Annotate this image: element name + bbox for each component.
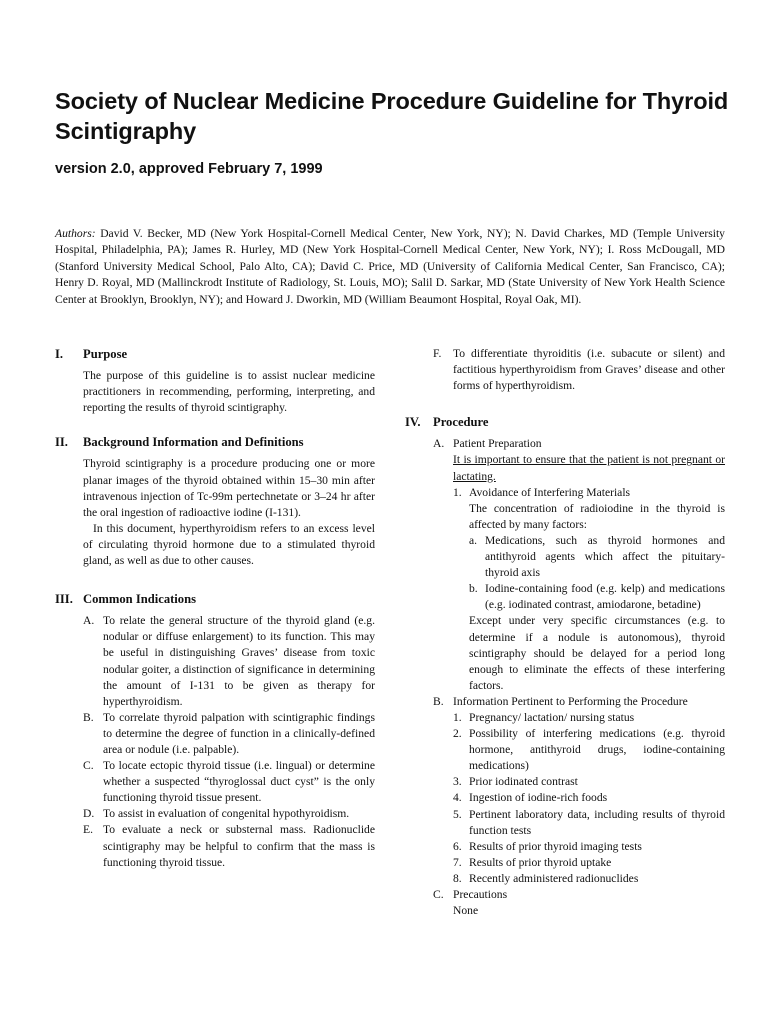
- item-label: 2.: [453, 727, 462, 741]
- item-label: 4.: [453, 791, 462, 805]
- item-label: 6.: [453, 839, 462, 853]
- section-number: I.: [55, 347, 64, 361]
- item-text: Ingestion of iodine-rich foods: [469, 791, 608, 805]
- item-label: 1.: [453, 485, 462, 499]
- a1-paragraph: The concentration of radioiodine in the thyroid is affected by many factors:: [469, 501, 725, 531]
- section-title: Common Indications: [83, 592, 197, 607]
- purpose-paragraph: The purpose of this guideline is to assist nuclear medicine practitioners in recommending, performing, interpreting, and reporting the results of thyroid scintigraphy.: [83, 369, 375, 415]
- indication-item: [83, 758, 375, 806]
- item-text: To evaluate a neck or substernal mass. Radionuclide scintigraphy may be helpful to confirm that the mass is functioning thyroid tissue.: [103, 823, 375, 869]
- info-list-item: [453, 807, 725, 839]
- item-text: To differentiate thyroiditis (i.e. subacute or silent) and factitious hyperthyroidism from Graves’ disease and other forms of hyperthyroidism.: [453, 347, 725, 393]
- indication-item: [83, 806, 375, 822]
- item-text: Recently administered radionuclides: [469, 871, 639, 885]
- sub-list-item: [469, 533, 725, 581]
- section-purpose: [55, 346, 375, 416]
- item-text: Pertinent laboratory data, including results of thyroid function tests: [469, 807, 725, 837]
- background-paragraph-1: Thyroid scintigraphy is a procedure producing one or more planar images of the thyroid obtained within 15–30 min after intravenous injection of Tc-99m pertechnetate or 3–24 hr after the oral ingestion of radioactive iodine (I-131).: [83, 457, 375, 519]
- indication-item: [83, 710, 375, 758]
- item-text: Prior iodinated contrast: [469, 775, 578, 789]
- authors-block: [55, 226, 725, 308]
- item-text: To locate ectopic thyroid tissue (i.e. lingual) or determine whether a suspected “thyroglossal duct cyst” is the only functioning thyroid tissue present.: [103, 759, 375, 805]
- indication-item: [83, 613, 375, 710]
- section-title: Background Information and Definitions: [83, 435, 304, 450]
- section-title: Purpose: [83, 347, 128, 361]
- item-text: Pregnancy/ lactation/ nursing status: [469, 710, 635, 724]
- item-label: A.: [433, 437, 445, 451]
- item-text: To correlate thyroid palpation with scintigraphic findings to determine the degree of function in a clinically-defined area or nodule (i.e. palpable).: [103, 710, 375, 756]
- section-heading: [55, 346, 375, 362]
- authors-label: Authors:: [55, 227, 96, 240]
- precautions-text: None: [453, 904, 479, 918]
- procedure-item-c: [433, 887, 725, 903]
- item-label: 5.: [453, 807, 462, 821]
- item-title: Avoidance of Interfering Materials: [469, 485, 631, 499]
- info-list-item: [453, 855, 725, 871]
- section-procedure: [405, 414, 725, 919]
- info-list-item: [453, 710, 725, 726]
- item-text: Results of prior thyroid imaging tests: [469, 839, 642, 853]
- item-text: To assist in evaluation of congenital hypothyroidism.: [103, 807, 350, 821]
- item-label: B.: [83, 710, 94, 724]
- item-label: D.: [83, 807, 95, 821]
- item-text: Possibility of interfering medications (e.g. thyroid hormone, antithyroid drugs, iodine-containing medications): [469, 727, 725, 773]
- item-text: Iodine-containing food (e.g. kelp) and medications (e.g. iodinated contrast, amiodarone, betadine): [485, 582, 725, 612]
- info-list-item: [453, 774, 725, 790]
- sub-list-item: [469, 581, 725, 613]
- item-label: 1.: [453, 710, 462, 724]
- item-label: 8.: [453, 871, 462, 885]
- item-label: B.: [433, 694, 444, 708]
- pregnancy-warning: It is important to ensure that the patient is not pregnant or lactating.: [453, 453, 725, 483]
- section-background: [55, 434, 375, 569]
- item-label: C.: [433, 888, 444, 901]
- item-label: E.: [83, 823, 93, 837]
- item-label: 7.: [453, 855, 462, 869]
- version-line: version 2.0, approved February 7, 1999: [55, 161, 323, 177]
- item-label: C.: [83, 759, 94, 773]
- procedure-item-a1: [453, 485, 725, 501]
- item-title: Patient Preparation: [453, 437, 542, 451]
- section-heading: [405, 414, 725, 430]
- page-title: Society of Nuclear Medicine Procedure Guideline for Thyroid Scintigraphy: [55, 88, 729, 144]
- item-text: Results of prior thyroid uptake: [469, 855, 612, 869]
- background-paragraph-2: In this document, hyperthyroidism refers to an excess level of circulating thyroid hormone due to a stimulated thyroid gland, as well as due to other causes.: [83, 521, 375, 568]
- section-number: III.: [55, 592, 73, 607]
- indications-continued: [433, 346, 725, 394]
- indication-item: [83, 822, 375, 870]
- item-title: Precautions: [453, 888, 508, 901]
- procedure-item-a: [433, 436, 725, 452]
- left-column: [55, 346, 375, 884]
- item-label: b.: [469, 582, 478, 596]
- info-list-item: [453, 839, 725, 855]
- item-label: F.: [433, 347, 442, 360]
- item-title: Information Pertinent to Performing the Procedure: [453, 694, 688, 708]
- right-column: [405, 346, 725, 932]
- item-text: Medications, such as thyroid hormones and antithyroid agents which affect the pituitary-thyroid axis: [485, 533, 725, 580]
- info-list-item: [453, 790, 725, 806]
- item-label: A.: [83, 614, 95, 628]
- section-indications: [55, 591, 375, 871]
- indication-item: [433, 346, 725, 394]
- section-title: Procedure: [433, 415, 489, 430]
- section-heading: [55, 591, 375, 607]
- authors-text: David V. Becker, MD (New York Hospital-Cornell Medical Center, New York, NY); N. David Charkes, MD (Temple University Hospital, Philadelphia, PA); James R. Hurley, MD (New York Hospital-Cornell Medical Center, New York, NY); I. Ross McDougall, MD (Stanford University Medical School, Palo Alto, CA); David C. Price, MD (University of California Medical Center, San Francisco, CA); Henry D. Royal, MD (Mallinckrodt Institute of Radiology, St. Louis, MO); Salil D. Sarkar, MD (State University of New York Health Science Center at Brooklyn, Brooklyn, NY); and Howard J. Dworkin, MD (William Beaumont Hospital, Royal Oak, MI).: [55, 227, 725, 306]
- section-number: IV.: [405, 415, 421, 430]
- item-label: a.: [469, 533, 478, 547]
- item-text: To relate the general structure of the thyroid gland (e.g. nodular or diffuse enlargement) to its function. This may be useful in distinguishing Graves’ disease from toxic nodular goiter, a distinction of significance in determining the amount of I-131 to be given as therapy for hyperthyroidism.: [103, 614, 375, 708]
- item-label: 3.: [453, 775, 462, 789]
- section-number: II.: [55, 435, 68, 450]
- info-list-item: [453, 726, 725, 774]
- procedure-item-b: [433, 694, 725, 710]
- a1-except-paragraph: Except under very specific circumstances (e.g. to determine if a nodule is autonomous), thyroid scintigraphy should be delayed for a period long enough to eliminate the effects of these interfering factors.: [469, 614, 725, 692]
- section-heading: [55, 434, 375, 450]
- info-list-item: [453, 871, 725, 887]
